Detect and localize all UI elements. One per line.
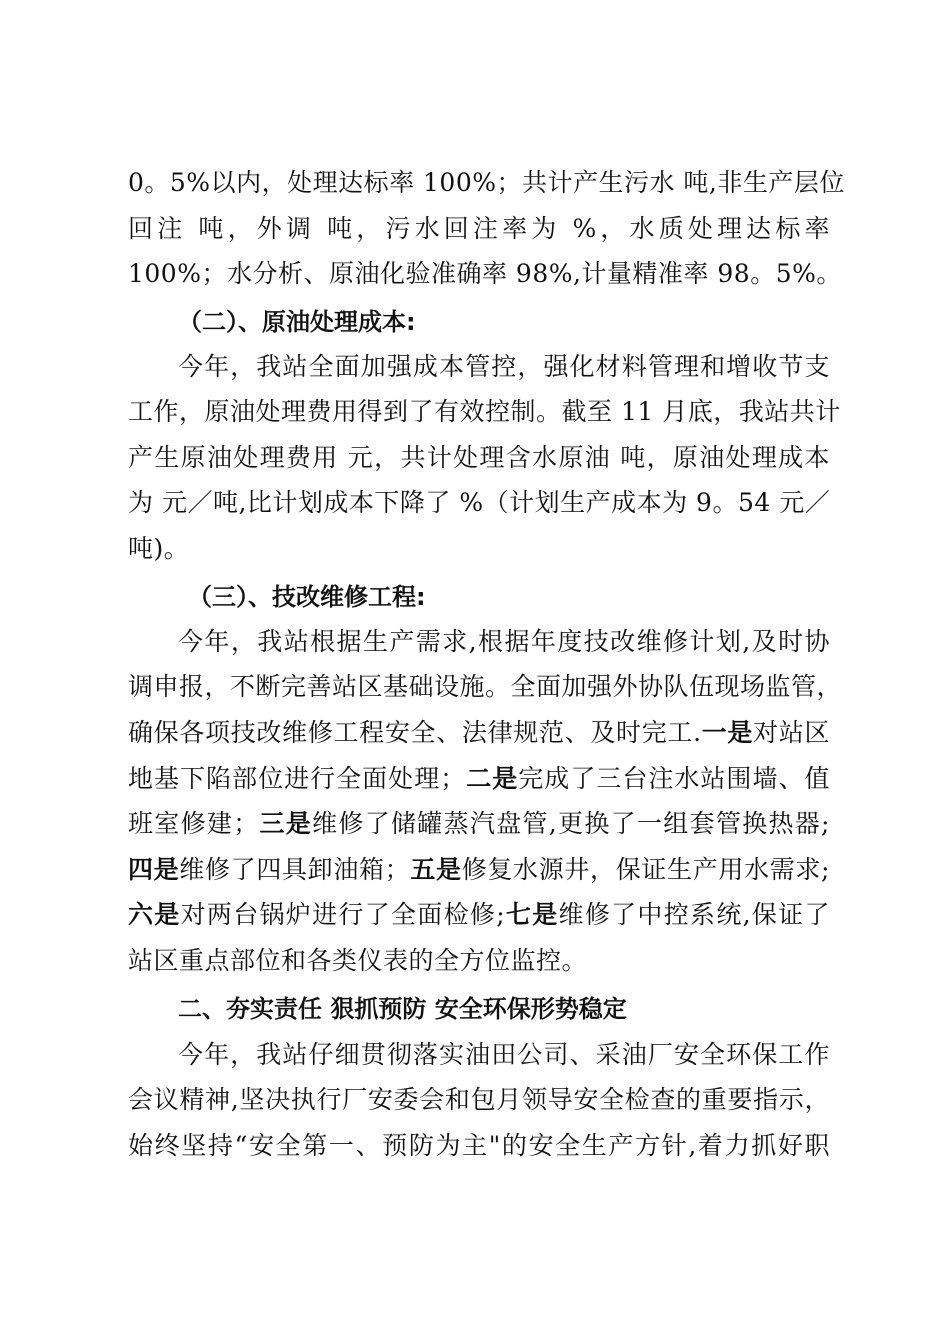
- item-marker-3: 三是: [258, 809, 313, 838]
- section-heading-3: （三）、技改维修工程:: [188, 583, 426, 611]
- item-marker-7: 七是: [505, 900, 559, 929]
- para3-line4-text-c: 完成了三台注水站围墙、值: [518, 764, 830, 793]
- item-marker-2: 二是: [465, 764, 519, 793]
- para3-line6-text-d: 修复水源井，保证生产用水需求;: [461, 855, 830, 884]
- item-marker-4: 四是: [128, 855, 180, 884]
- item-marker-5: 五是: [410, 855, 462, 884]
- para3-line7: [128, 900, 830, 930]
- para3-line6-text-b: 维修了四具卸油箱；: [179, 855, 411, 884]
- para3-line8: 站区重点部位和各类仪表的全方位监控。: [128, 946, 588, 975]
- para2-line4: 为 元／吨,比计划成本下降了 %（计划生产成本为 9。54 元／: [128, 488, 831, 517]
- para3-line6: [128, 855, 830, 885]
- para3-line5-text-a: 班室修建；: [128, 809, 259, 838]
- para3-line3-text-a: 确保各项技改维修工程安全、法律规范、及时完工.: [128, 718, 702, 747]
- para2-line2: 工作，原油处理费用得到了有效控制。截至 11 月底，我站共计: [128, 397, 841, 426]
- para3-line7-text-b: 对两台锅炉进行了全面检修;: [180, 900, 506, 929]
- para3-line1: 今年，我站根据生产需求,根据年度技改维修计划,及时协: [178, 627, 830, 656]
- para3-line5-text-c: 维修了储罐蒸汽盘管,更换了一组套管换热器;: [312, 809, 830, 838]
- para2-line5: 吨)。: [128, 534, 190, 563]
- para2-line1: 今年，我站全面加强成本管控，强化材料管理和增收节支: [178, 352, 830, 381]
- para3-line4: [128, 764, 830, 794]
- para1-line2: 回注 吨，外调 吨，污水回注率为 %，水质处理达标率: [128, 214, 830, 243]
- para1-line1: 0。5%以内，处理达标率 100%；共计产生污水 吨,非生产层位: [128, 168, 845, 197]
- para4-line2: 会议精神,坚决执行厂安委会和包月领导安全检查的重要指示，: [128, 1085, 830, 1114]
- para2-line3: 产生原油处理费用 元，共计处理含水原油 吨，原油处理成本: [128, 443, 830, 472]
- section-heading-main-2: 二、夯实责任 狠抓预防 安全环保形势稳定: [178, 995, 627, 1023]
- para4-line1: 今年，我站仔细贯彻落实油田公司、采油厂安全环保工作: [178, 1040, 830, 1069]
- para3-line2: 调申报，不断完善站区基础设施。全面加强外协队伍现场监管，: [128, 672, 843, 701]
- para3-line7-text-d: 维修了中控系统,保证了: [558, 900, 830, 929]
- item-marker-6: 六是: [128, 900, 181, 929]
- item-marker-1: 一是: [701, 718, 754, 747]
- para1-line3: 100%；水分析、原油化验准确率 98%,计量精准率 98。5%。: [128, 259, 842, 288]
- para3-line5: [128, 809, 830, 839]
- para4-line3: 始终坚持“安全第一、预防为主"的安全生产方针,着力抓好职: [128, 1131, 830, 1160]
- section-heading-2: （二）、原油处理成本:: [178, 308, 416, 336]
- para3-line4-text-a: 地基下陷部位进行全面处理；: [128, 764, 466, 793]
- para3-line3: [128, 718, 830, 748]
- para3-line3-text-c: 对站区: [753, 718, 830, 747]
